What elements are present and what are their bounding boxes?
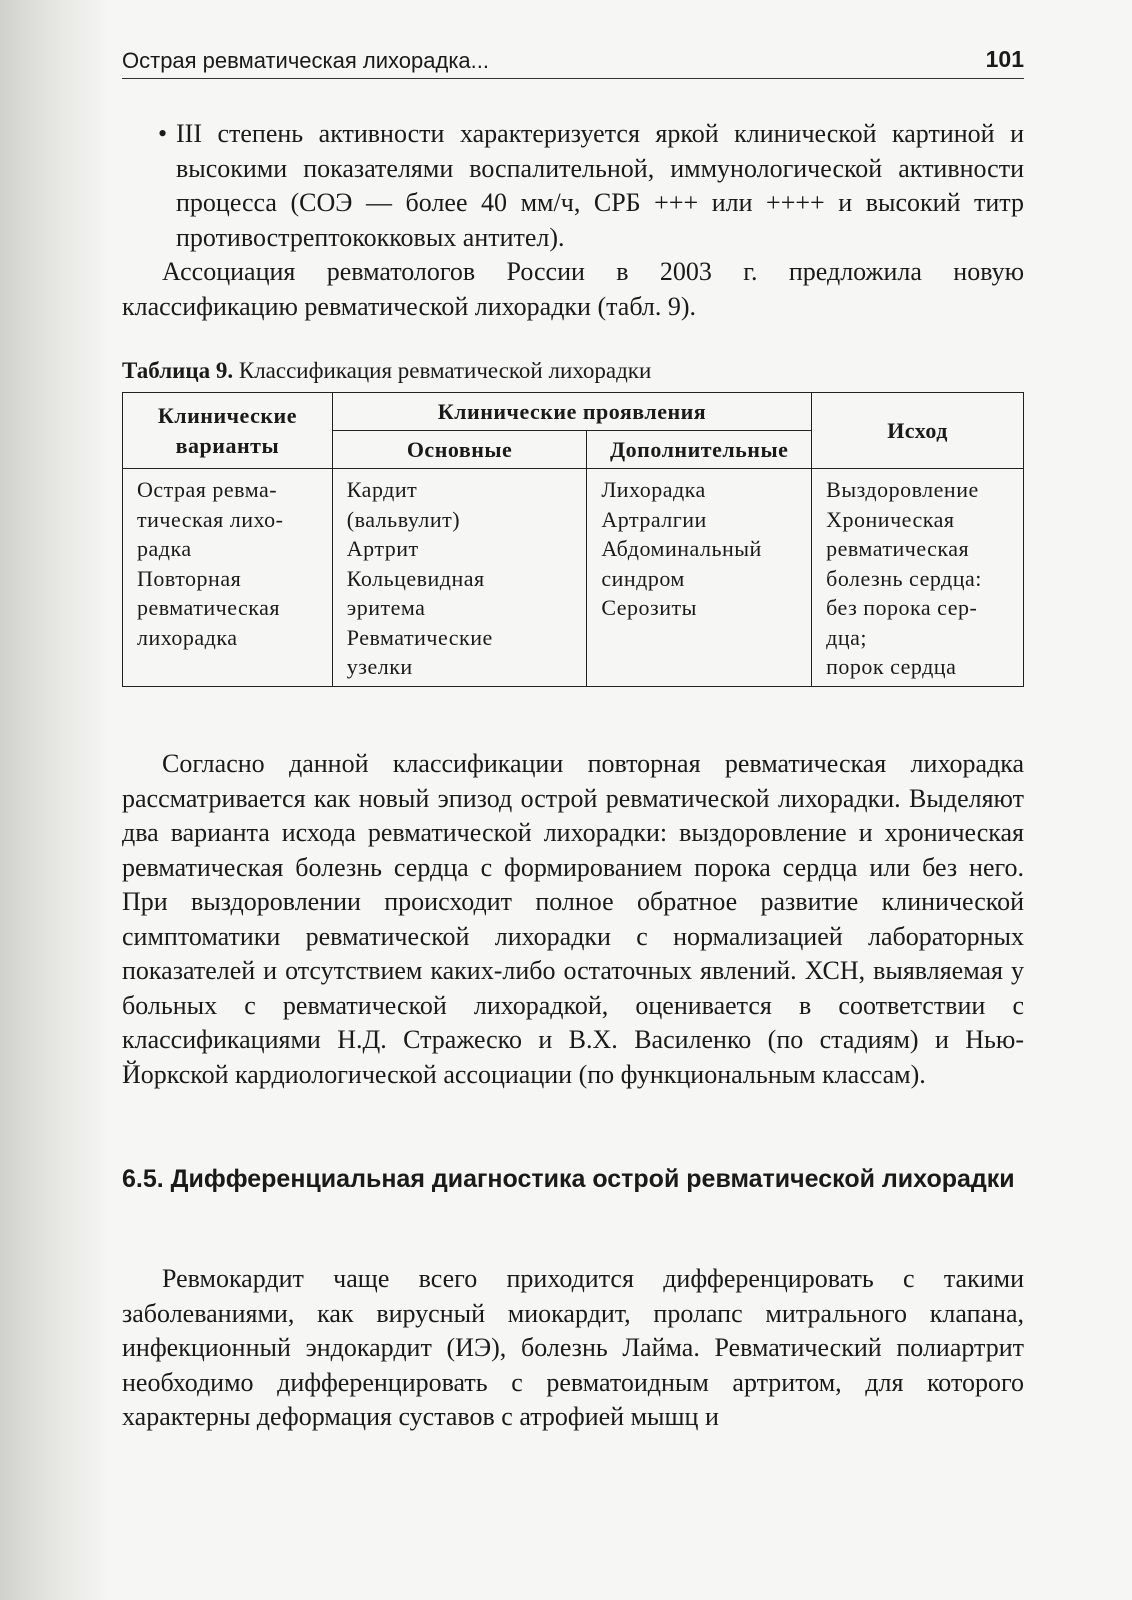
header-main: Основные: [332, 431, 587, 469]
classification-paragraph: Согласно данной классификации повторная ревматическая лихорадка рассматривается как новый эпизод острой ревматической лихорадки. Выделяют два варианта исхода ревматической лихорадки: выздоровление и хроническая ревматическая болезнь сердца с формированием порока сердца или без него. При выздоровлении происходит полное обратное развитие клинической симптоматики ревматической лихорадки с нормализацией лабораторных показателей и отсутствием каких-либо остаточных явлений. ХСН, выявляемая у больных с ревматической лихорадкой, оценивается в соответствии с классификациями Н.Д. Стражеско и В.Х. Василенко (по стадиям) и Нью-Йоркской кардиологической ассоциации (по функциональным классам).: [122, 749, 1024, 1089]
bullet-marker: •: [158, 119, 168, 148]
section-heading: 6.5. Дифференциальная диагностика острой ревматической лихорадки: [122, 1165, 1015, 1193]
page-number: 101: [985, 46, 1024, 72]
bullet-paragraph: [158, 117, 1024, 255]
page-header: [122, 44, 1024, 79]
header-clinical-variants: Клинические варианты: [123, 393, 333, 469]
header-outcome: Исход: [812, 393, 1024, 469]
table-row: [123, 469, 1024, 687]
cell-main: Кардит (вальвулит) Артрит Кольцевидная эритема Ревматические узелки: [332, 469, 587, 687]
cell-additional: Лихорадка Артралгии Абдоминальный синдром Серозиты: [587, 469, 812, 687]
bullet-text: III степень активности характеризуется яркой клинической картиной и высокими показателями воспалительной, иммунологической активности процесса (СОЭ — более 40 мм/ч, СРБ +++ или ++++ и высокий титр противострептококковых антител).: [176, 119, 1024, 252]
table-caption-label: Таблица 9.: [122, 358, 234, 383]
cell-outcome: Выздоровление Хроническая ревматическая болезнь сердца: без порока сер- дца; порок сердца: [812, 469, 1024, 687]
intro-paragraph: Ассоциация ревматологов России в 2003 г. предложила новую классификацию ревматической лихорадки (табл. 9).: [122, 257, 1024, 321]
cell-variants: Острая ревма- тическая лихо- радка Повторная ревматическая лихорадка: [123, 469, 333, 687]
page-edge-shadow: [0, 0, 110, 1600]
table-caption-text: Классификация ревматической лихорадки: [238, 358, 652, 383]
header-additional: Дополнительные: [587, 431, 812, 469]
header-clinical-manifestations: Клинические проявления: [332, 393, 811, 431]
running-title: Острая ревматическая лихорадка...: [122, 48, 490, 73]
section-paragraph: Ревмокардит чаще всего приходится дифференцировать с такими заболеваниями, как вирусный миокардит, пролапс митрального клапана, инфекционный эндокардит (ИЭ), болезнь Лайма. Ревматический полиартрит необходимо дифференцировать с ревматоидным артритом, для которого характерны деформация суставов с атрофией мышц и: [122, 1264, 1024, 1431]
table-caption: [122, 358, 651, 384]
classification-table: [122, 392, 1024, 687]
